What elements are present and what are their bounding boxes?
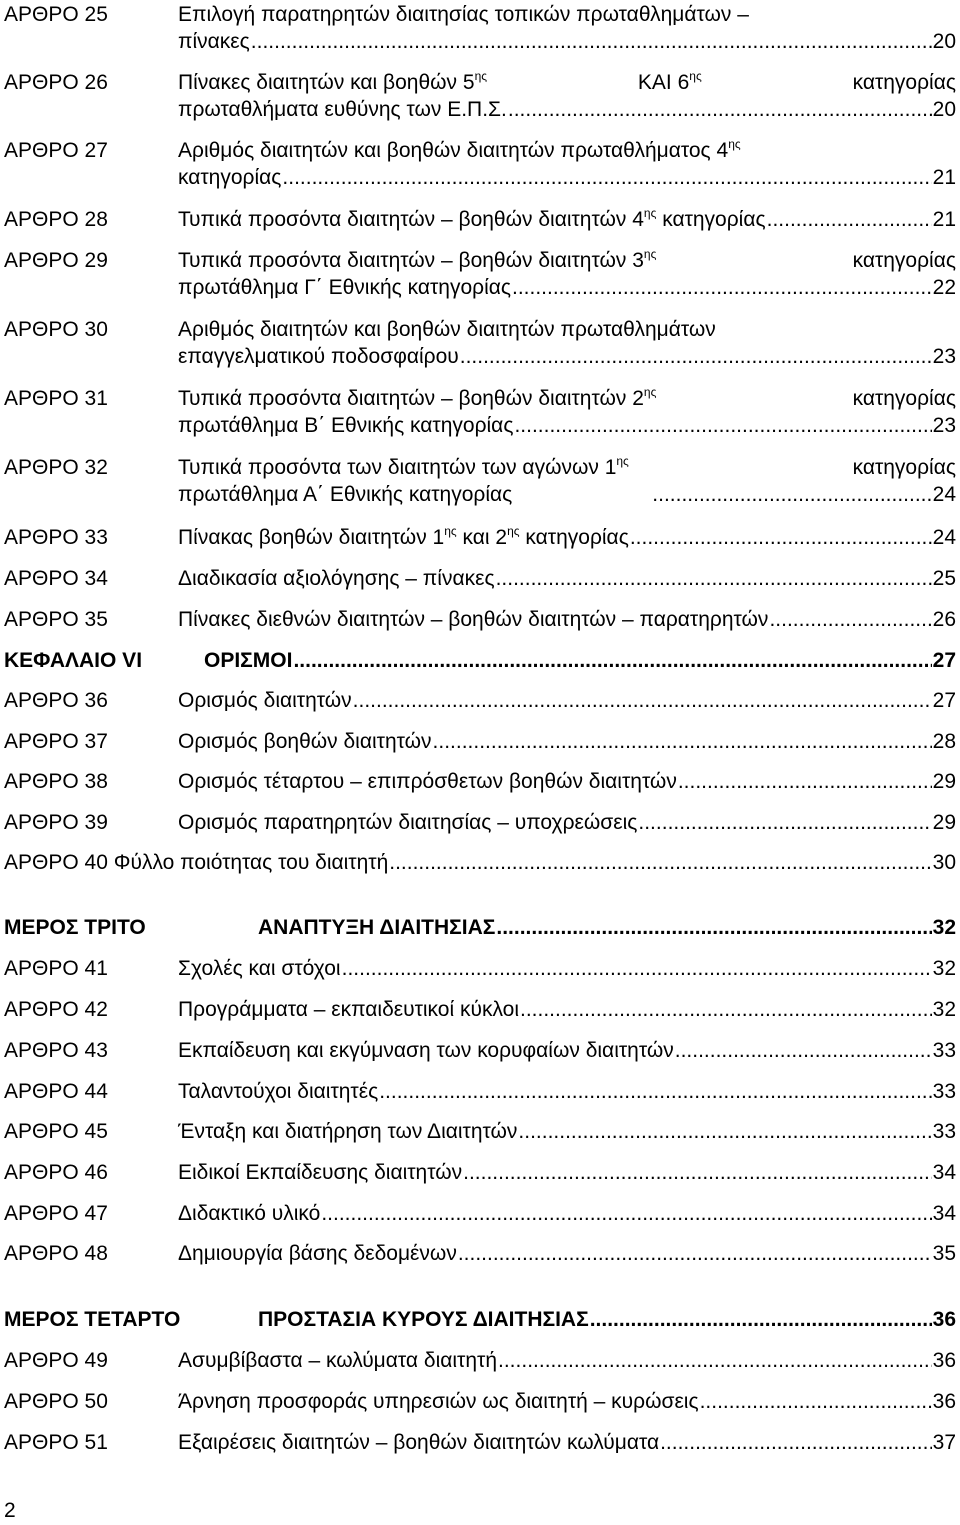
leader-dots [700,1391,932,1412]
leader-dots [678,771,932,792]
article-label: ΑΡΘΡΟ 37 [4,730,108,753]
entry-title-line2: πίνακες [178,30,250,53]
page-number: 29 [932,811,956,834]
page-number: 36 [932,1390,956,1413]
leader-dots [520,999,932,1020]
leader-dots [498,1350,932,1371]
leader-dots [660,1432,932,1453]
entry-title-line2: πρωτάθλημα Γ΄ Εθνικής κατηγορίας [178,276,511,299]
article-label: ΑΡΘΡΟ 31 [4,387,108,410]
page-number: 26 [932,608,956,631]
entry-title: Ασυμβίβαστα – κωλύματα διαιτητή [178,1349,498,1372]
page-number: 21 [932,166,956,189]
article-label: ΑΡΘΡΟ 27 [4,139,108,162]
leader-dots [514,415,931,436]
leader-dots [767,209,932,230]
article-label: ΑΡΘΡΟ 47 [4,1202,108,1225]
entry-title: Ειδικοί Εκπαίδευσης διαιτητών [178,1161,463,1184]
entry-title-line2: πρωτάθλημα Β΄ Εθνικής κατηγορίας [178,414,514,437]
entry-title-line1: Αριθμός διαιτητών και βοηθών διαιτητών πρωταθλήματος $4^{\eta\varsigma}$ [178,137,741,162]
page-number: 29 [932,770,956,793]
leader-dots [321,1203,931,1224]
entry-title: Πίνακες διεθνών διαιτητών – βοηθών διαιτητών – παρατηρητών [178,608,769,631]
entry-title: Ταλαντούχοι διαιτητές [178,1080,379,1103]
entry-title: Δημιουργία βάσης δεδομένων [178,1242,457,1265]
entry-title: Ορισμός παρατηρητών διαιτησίας – υποχρεώσεις [178,811,638,834]
page-number: 20 [932,98,956,121]
entry-title-line2: πρωταθλήματα ευθύνης των Ε.Π.Σ. [178,98,507,121]
article-label: ΑΡΘΡΟ 35 [4,608,108,631]
leader-dots [496,917,931,938]
entry-title: ΑΝΑΠΤΥΞΗ ΔΙΑΙΤΗΣΙΑΣ [258,916,496,939]
entry-title: Ορισμός διαιτητών [178,689,352,712]
leader-dots [379,1081,931,1102]
entry-title-line1: Επιλογή παρατηρητών διαιτησίας τοπικών πρωταθλημάτων – [178,3,749,26]
article-label: ΑΡΘΡΟ 32 [4,456,108,479]
leader-dots [251,31,932,52]
entry-title: ΠΡΟΣΤΑΣΙΑ ΚΥΡΟΥΣ ΔΙΑΙΤΗΣΙΑΣ [258,1308,589,1331]
leader-dots [630,527,932,548]
article-label: ΑΡΘΡΟ 44 [4,1080,108,1103]
article-label: ΑΡΘΡΟ 30 [4,318,108,341]
leader-dots [458,1243,932,1264]
leader-dots [342,958,932,979]
page-number: 34 [932,1202,956,1225]
entry-title: ΟΡΙΣΜΟΙ [204,649,293,672]
page-number: 24 [932,483,956,506]
page-number: 21 [932,208,956,231]
leader-dots [282,167,931,188]
leader-dots [433,731,932,752]
entry-title-line1: Αριθμός διαιτητών και βοηθών διαιτητών πρωταθλημάτων [178,318,716,341]
page-number: 32 [932,998,956,1021]
article-label: ΑΡΘΡΟ 26 [4,71,108,94]
entry-title: Ορισμός τέταρτου – επιπρόσθετων βοηθών διαιτητών [178,770,677,793]
page-number: 27 [932,689,956,712]
page-number: 32 [932,957,956,980]
article-label: ΑΡΘΡΟ 41 [4,957,108,980]
leader-dots [353,690,932,711]
leader-dots [638,812,931,833]
leader-dots [496,568,932,589]
entry-title: Σχολές και στόχοι [178,957,341,980]
leader-dots [675,1040,932,1061]
entry-title-line1: Τυπικά προσόντα διαιτητών – βοηθών διαιτητών $3^{\eta\varsigma}$ κατηγορίας [178,247,956,272]
article-label: ΑΡΘΡΟ 43 [4,1039,108,1062]
entry-title: Ένταξη και διατήρηση των Διαιτητών [178,1120,518,1143]
leader-dots [652,484,931,505]
entry-title-line2: κατηγορίας [178,166,282,189]
page-number: 24 [932,526,956,549]
article-label: ΑΡΘΡΟ 50 [4,1390,108,1413]
article-label: ΑΡΘΡΟ 34 [4,567,108,590]
chapter-label: ΚΕΦΑΛΑΙΟ VI [4,649,143,672]
article-label: ΑΡΘΡΟ 38 [4,770,108,793]
footer-page-number: 2 [4,1499,16,1522]
article-label: ΑΡΘΡΟ 36 [4,689,108,712]
part-label: ΜΕΡΟΣ ΤΕΤΑΡΤΟ [4,1308,181,1331]
leader-dots [508,99,932,120]
entry-title: Διαδικασία αξιολόγησης – πίνακες [178,567,495,590]
article-label: ΑΡΘΡΟ 45 [4,1120,108,1143]
page-number: 30 [932,851,956,874]
page-number: 20 [932,30,956,53]
page-number: 23 [932,345,956,368]
article-label: ΑΡΘΡΟ 25 [4,3,108,26]
page-number: 23 [932,414,956,437]
leader-dots [293,650,931,671]
leader-dots [460,346,932,367]
page-number: 33 [932,1120,956,1143]
page-number: 37 [932,1431,956,1454]
entry-title-line2: πρωτάθλημα Α΄ Εθνικής κατηγορίας [178,483,513,506]
page-number: 36 [932,1349,956,1372]
article-label: ΑΡΘΡΟ 48 [4,1242,108,1265]
article-label: ΑΡΘΡΟ 28 [4,208,108,231]
page-number: 27 [932,649,956,672]
entry-title-line1: Πίνακες διαιτητών και βοηθών $5^{\eta\varsigma}$ ΚΑΙ $6^{\eta\varsigma}$ κατηγορίας [178,69,956,94]
entry-title: Προγράμματα – εκπαιδευτικοί κύκλοι [178,998,519,1021]
entry-title: Πίνακας βοηθών διαιτητών $1^{\eta\varsigma}$ και $2^{\eta\varsigma}$ κατηγορίας [178,524,629,549]
leader-dots [769,609,931,630]
entry-title: ΑΡΘΡΟ 40 Φύλλο ποιότητας του διαιτητή [4,851,389,874]
page-number: 33 [932,1080,956,1103]
entry-title: Εκπαίδευση και εκγύμναση των κορυφαίων διαιτητών [178,1039,674,1062]
entry-title: Τυπικά προσόντα διαιτητών – βοηθών διαιτητών $4^{\eta\varsigma}$ κατηγορίας [178,206,766,231]
article-label: ΑΡΘΡΟ 49 [4,1349,108,1372]
article-label: ΑΡΘΡΟ 33 [4,526,108,549]
leader-dots [463,1162,932,1183]
page-number: 32 [932,916,956,939]
leader-dots [512,277,932,298]
article-label: ΑΡΘΡΟ 42 [4,998,108,1021]
page-number: 35 [932,1242,956,1265]
entry-title: Εξαιρέσεις διαιτητών – βοηθών διαιτητών κωλύματα [178,1431,660,1454]
leader-dots [518,1121,931,1142]
part-label: ΜΕΡΟΣ ΤΡΙΤΟ [4,916,146,939]
article-label: ΑΡΘΡΟ 39 [4,811,108,834]
article-label: ΑΡΘΡΟ 46 [4,1161,108,1184]
entry-title: Διδακτικό υλικό [178,1202,321,1225]
leader-dots [389,852,931,873]
leader-dots [590,1309,932,1330]
entry-title: Ορισμός βοηθών διαιτητών [178,730,432,753]
page-number: 22 [932,276,956,299]
entry-title-line1: Τυπικά προσόντα διαιτητών – βοηθών διαιτητών $2^{\eta\varsigma}$ κατηγορίας [178,385,956,410]
article-label: ΑΡΘΡΟ 51 [4,1431,108,1454]
page-number: 34 [932,1161,956,1184]
entry-title-line1: Τυπικά προσόντα των διαιτητών των αγώνων $1^{\eta\varsigma}$ κατηγορίας [178,454,956,479]
entry-title: Άρνηση προσφοράς υπηρεσιών ως διαιτητή – κυρώσεις [178,1390,699,1413]
page-number: 36 [932,1308,956,1331]
entry-title-line2: επαγγελματικού ποδοσφαίρου [178,345,459,368]
page-number: 33 [932,1039,956,1062]
article-label: ΑΡΘΡΟ 29 [4,249,108,272]
page-number: 28 [932,730,956,753]
page-number: 25 [932,567,956,590]
